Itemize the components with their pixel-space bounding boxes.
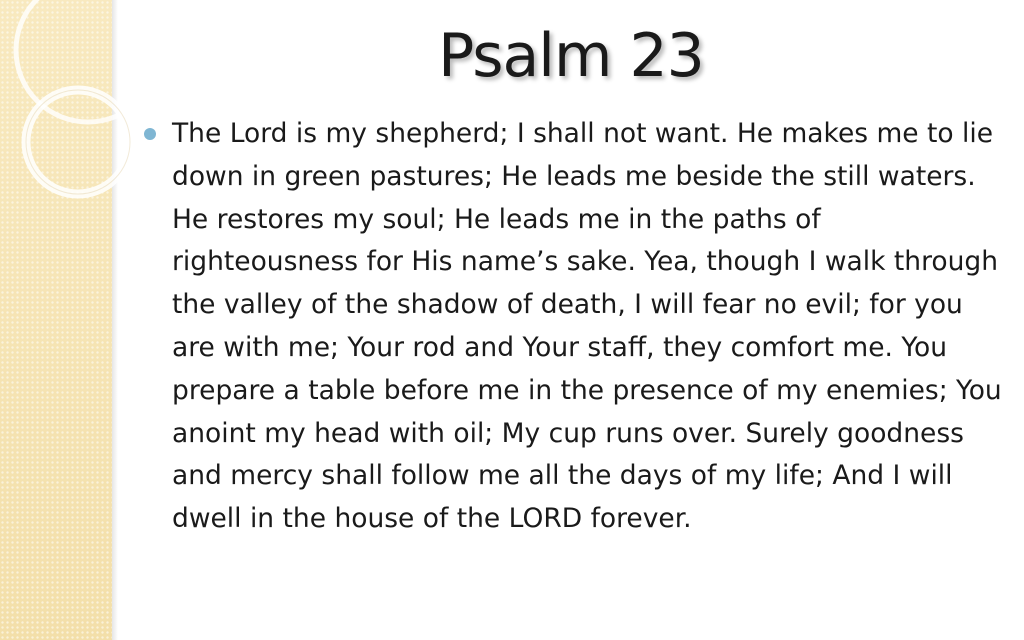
decorative-side-panel [0,0,112,640]
bullet-icon [144,128,156,140]
bullet-text: The Lord is my shepherd; I shall not want. He makes me to lie down in green pastures; He leads me beside the still waters. He restores my soul; He leads me in the paths of righteousness for His name’s sake. Yea, though I walk through the valley of the shadow of death, I will fear no evil; for you are with me; Your rod and Your staff, they comfort me. You prepare a table before me in the presence of my enemies; You anoint my head with oil; My cup runs over. Surely goodness and mercy shall follow me all the days of my life; And I will dwell in the house of the LORD forever. [172,118,1002,535]
slide-title: Psalm 23 [438,21,704,91]
slide-body [138,113,1004,541]
bullet-item [138,113,1004,541]
side-panel-shadow [112,0,118,640]
